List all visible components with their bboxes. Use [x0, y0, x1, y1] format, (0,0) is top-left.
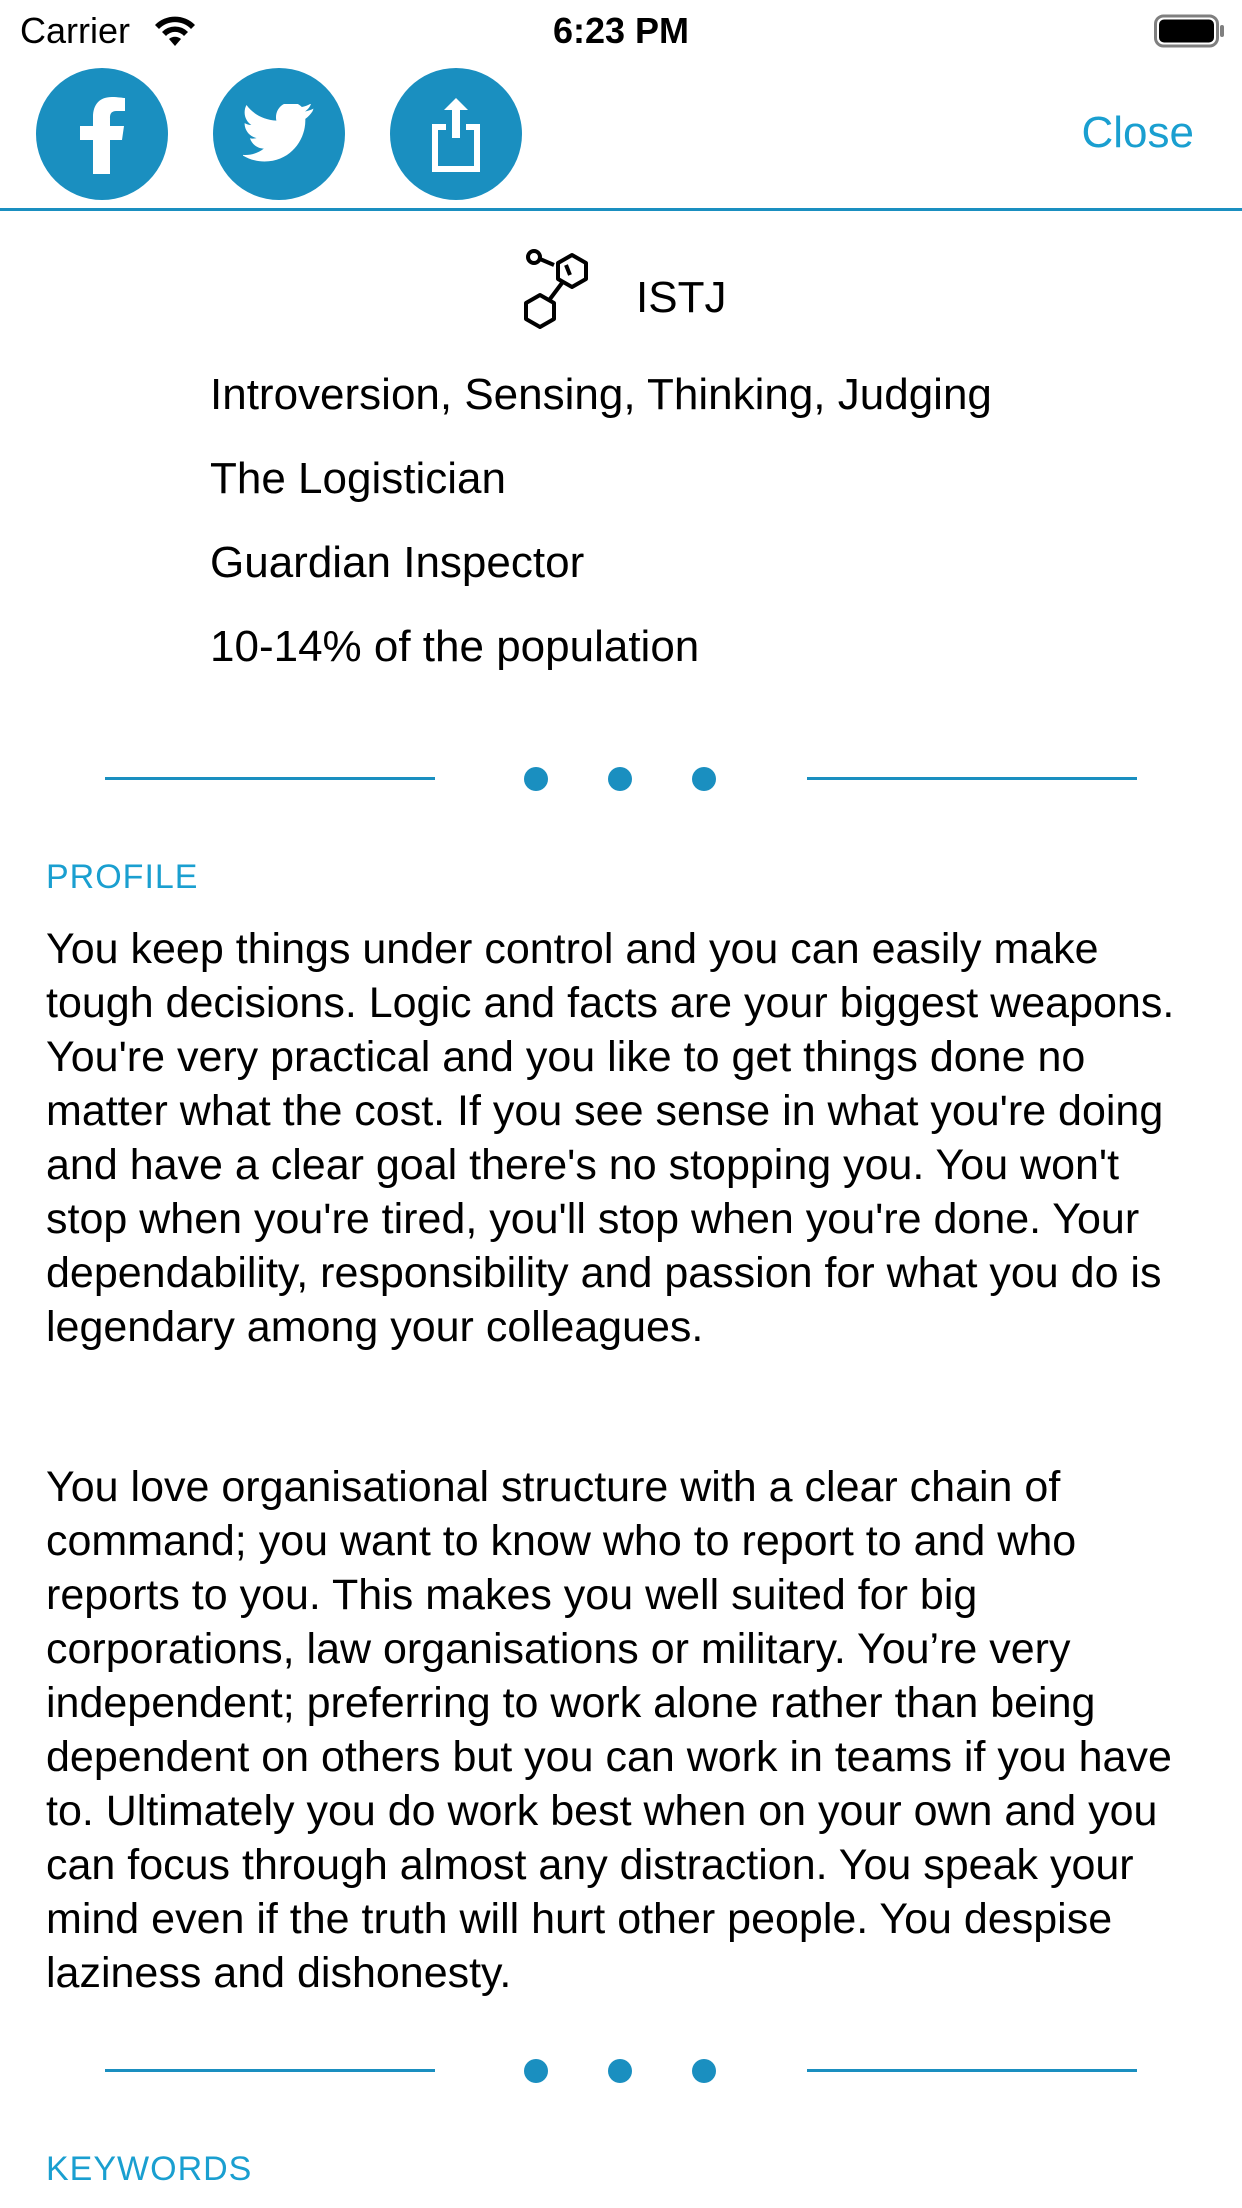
- divider-dot: [608, 767, 632, 791]
- divider-line-right: [807, 777, 1137, 780]
- facebook-share-button[interactable]: [36, 68, 168, 200]
- share-button[interactable]: [390, 68, 522, 200]
- divider-dot: [524, 767, 548, 791]
- share-header: [0, 60, 1242, 211]
- divider-dot: [608, 2059, 632, 2083]
- type-code: ISTJ: [636, 273, 727, 322]
- type-heading: [0, 245, 1242, 345]
- keywords-label: KEYWORDS: [46, 2150, 253, 2188]
- profile-paragraph-1: You keep things under control and you can easily make tough decisions. Logic and facts are your biggest weapons. You're very practical and you like to get things done no matter what the cost. If you see sense in what you're doing and have a clear goal there's no stopping you. You won't stop when you're tired, you'll stop when you're done. Your dependability, responsibility and passion for what you do is legendary among your colleagues.: [46, 925, 1175, 1351]
- type-nickname: The Logistician: [210, 454, 506, 503]
- battery-icon: [1154, 14, 1226, 48]
- divider-line-left: [105, 777, 435, 780]
- twitter-icon: [243, 104, 315, 164]
- divider-dot: [692, 2059, 716, 2083]
- carrier-label: Carrier: [20, 10, 131, 51]
- status-bar: [0, 0, 1242, 60]
- type-population: 10-14% of the population: [210, 622, 700, 671]
- twitter-share-button[interactable]: [213, 68, 345, 200]
- status-time: 6:23 PM: [552, 10, 690, 51]
- divider-line-right: [807, 2069, 1137, 2072]
- divider-dot: [692, 767, 716, 791]
- profile-label: PROFILE: [46, 858, 199, 896]
- profile-paragraph-2: You love organisational structure with a clear chain of command; you want to know who to report to and who reports to you. This makes you well suited for big corporations, law organisations or military. You’re very independent; preferring to work alone rather than being dependent on others but you can work in teams if you have to. Ultimately you do work best when on your own and you can focus through almost any distraction. You speak your mind even if the truth will hurt other people. You despise laziness and dishonesty.: [46, 1463, 1172, 1997]
- molecule-icon: [520, 245, 600, 337]
- type-role: Guardian Inspector: [210, 538, 585, 587]
- close-button[interactable]: Close: [1081, 108, 1194, 157]
- share-icon: [428, 96, 484, 172]
- divider-line-left: [105, 2069, 435, 2072]
- divider-dot: [524, 2059, 548, 2083]
- facebook-icon: [72, 94, 132, 174]
- type-traits: Introversion, Sensing, Thinking, Judging: [210, 370, 992, 419]
